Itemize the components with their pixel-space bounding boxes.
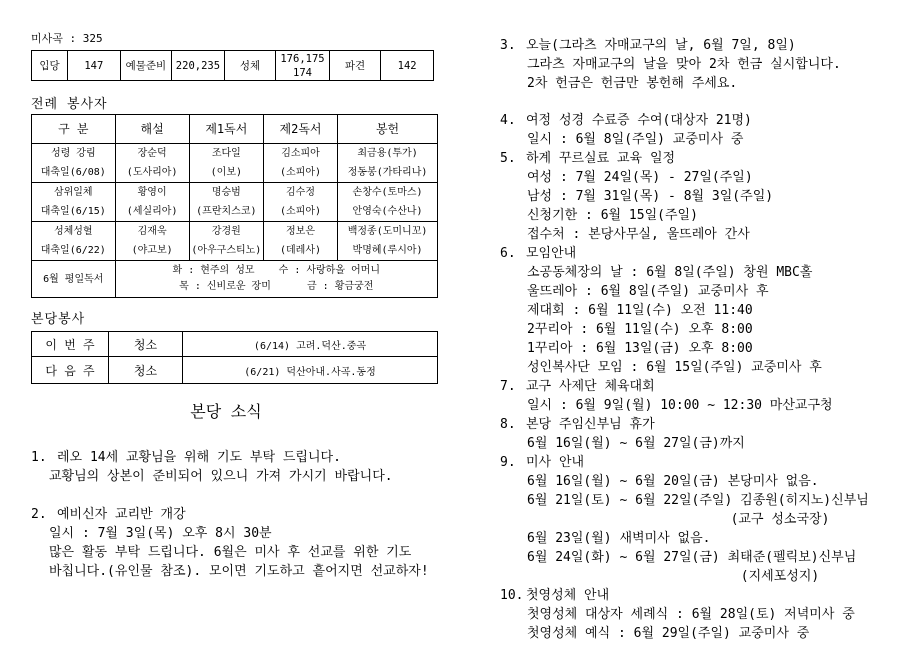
liturgy-header-reading1: 제1독서 bbox=[189, 115, 263, 144]
weekday-reading-label: 6월 평일독서 bbox=[32, 261, 116, 298]
news-item: 3. 오늘(그라츠 자매교구의 날, 6월 7일, 8일) 그라츠 자매교구의 날을 맞아 2차 헌금 실시합니다. 2차 헌금은 헌금만 봉헌해 주세요. bbox=[500, 38, 841, 91]
news-item: 7. 교구 사제단 체육대회 일시 : 6월 9일(월) 10:00 ~ 12:30 마산교구청 bbox=[500, 379, 833, 413]
table-row: 다 음 주 청소 (6/21) 덕산아내.사곡.동정 bbox=[32, 357, 438, 384]
news-item: 10. 첫영성체 안내 첫영성체 대상자 세례식 : 6월 28일(토) 저녁미사 중 첫영성체 예식 : 6월 29일(주일) 교중미사 중 bbox=[500, 588, 855, 641]
news-title: 본당 소식 bbox=[190, 402, 262, 421]
table-row: 이 번 주 청소 (6/14) 고려.덕산.중곡 bbox=[32, 332, 438, 357]
stat-label-dismissal: 파견 bbox=[329, 51, 380, 81]
liturgy-header-reading2: 제2독서 bbox=[263, 115, 337, 144]
news-item: 5. 하계 꾸르실료 교육 일정 여성 : 7월 24일(목) - 27일(주일) 남성 : 7월 31일(목) - 8월 3일(주일) 신청기한 : 6월 15일(주일) 접수처 : 본당사무실, 울뜨레아 간사 bbox=[500, 151, 774, 242]
news-item: 8. 본당 주임신부님 휴가 6월 16일(월) ~ 6월 27일(금)까지 bbox=[500, 417, 745, 451]
weekday-reading-line2: 목 : 신비로운 장미 금 : 황금궁전 bbox=[179, 281, 374, 292]
right-column bbox=[500, 36, 900, 643]
stat-value-dismissal: 142 bbox=[381, 51, 434, 81]
stat-label-entrance: 입당 bbox=[32, 51, 68, 81]
stat-value-communion: 176,175 174 bbox=[276, 51, 330, 81]
liturgy-header-offering: 봉헌 bbox=[338, 115, 438, 144]
cleaning-title: 본당봉사 bbox=[31, 312, 86, 327]
liturgy-title: 전례 봉사자 bbox=[31, 97, 108, 112]
liturgy-table bbox=[31, 114, 438, 298]
liturgy-header-category: 구 분 bbox=[32, 115, 116, 144]
liturgy-header-commentary: 해설 bbox=[115, 115, 189, 144]
mass-song: 미사곡 : 325 bbox=[31, 32, 103, 45]
stats-table bbox=[31, 50, 434, 81]
news-item: 6. 모임안내 소공동체장의 날 : 6월 8일(주일) 창원 MBC홀 울뜨레아 : 6월 8일(주일) 교중미사 후 제대회 : 6월 11일(수) 오전 11:40 2꾸리아 : 6월 11일(수) 오후 8:00 1꾸리아 : 6월 13일(금) 오후 8:00 성인복사단 모임 : 6월 15일(주일) 교중미사 후 bbox=[500, 246, 822, 375]
left-column bbox=[31, 30, 441, 581]
stat-value-offering: 220,235 bbox=[172, 51, 225, 81]
table-row: 성령 강림 대축일(6/08) 장순덕 (도사리아) 조다일 (이보) 김소피아 (소피아) 최금용(투가) 정동봉(가타리나) bbox=[32, 144, 438, 183]
news-item: 9. 미사 안내 6월 16일(월) ~ 6월 20일(금) 본당미사 없음. 6월 21일(토) ~ 6월 22일(주일) 김종원(히지노)신부님 (교구 성소국장) 6월 23일(월) 새벽미사 없음. 6월 24일(화) ~ 6월 27일(금) 최태준(펠릭보)신부님 (지세포성지) bbox=[500, 455, 869, 584]
table-row bbox=[32, 261, 438, 298]
table-row: 성체성혈 대축일(6/22) 김재욱 (야고보) 강경원 (아우구스티노) 정보은 (데레사) 백정종(도미니꼬) 박명혜(루시아) bbox=[32, 222, 438, 261]
cleaning-table bbox=[31, 331, 438, 384]
news-item: 1. 레오 14세 교황님을 위해 기도 부탁 드립니다. 교황님의 상본이 준비되어 있으니 가져 가시기 바랍니다. bbox=[31, 450, 393, 484]
table-row: 삼위일체 대축일(6/15) 황영이 (세실리아) 명승범 (프란치스코) 김수정 (소피아) 손창수(토마스) 안영숙(수산나) bbox=[32, 183, 438, 222]
stat-label-offering: 예물준비 bbox=[120, 51, 171, 81]
news-item: 4. 여정 성경 수료증 수여(대상자 21명) 일시 : 6월 8일(주일) 교중미사 중 bbox=[500, 113, 752, 147]
stat-label-communion: 성체 bbox=[224, 51, 275, 81]
weekday-reading-line1: 화 : 현주의 성모 수 : 사랑하올 어머니 bbox=[172, 265, 381, 276]
news-item: 2. 예비신자 교리반 개강 일시 : 7월 3일(목) 오후 8시 30분 많은 활동 부탁 드립니다. 6월은 미사 후 선교를 위한 기도 바칩니다.(유인물 참조). 모이면 기도하고 흩어지면 선교하자! bbox=[31, 507, 429, 579]
stat-value-entrance: 147 bbox=[68, 51, 121, 81]
